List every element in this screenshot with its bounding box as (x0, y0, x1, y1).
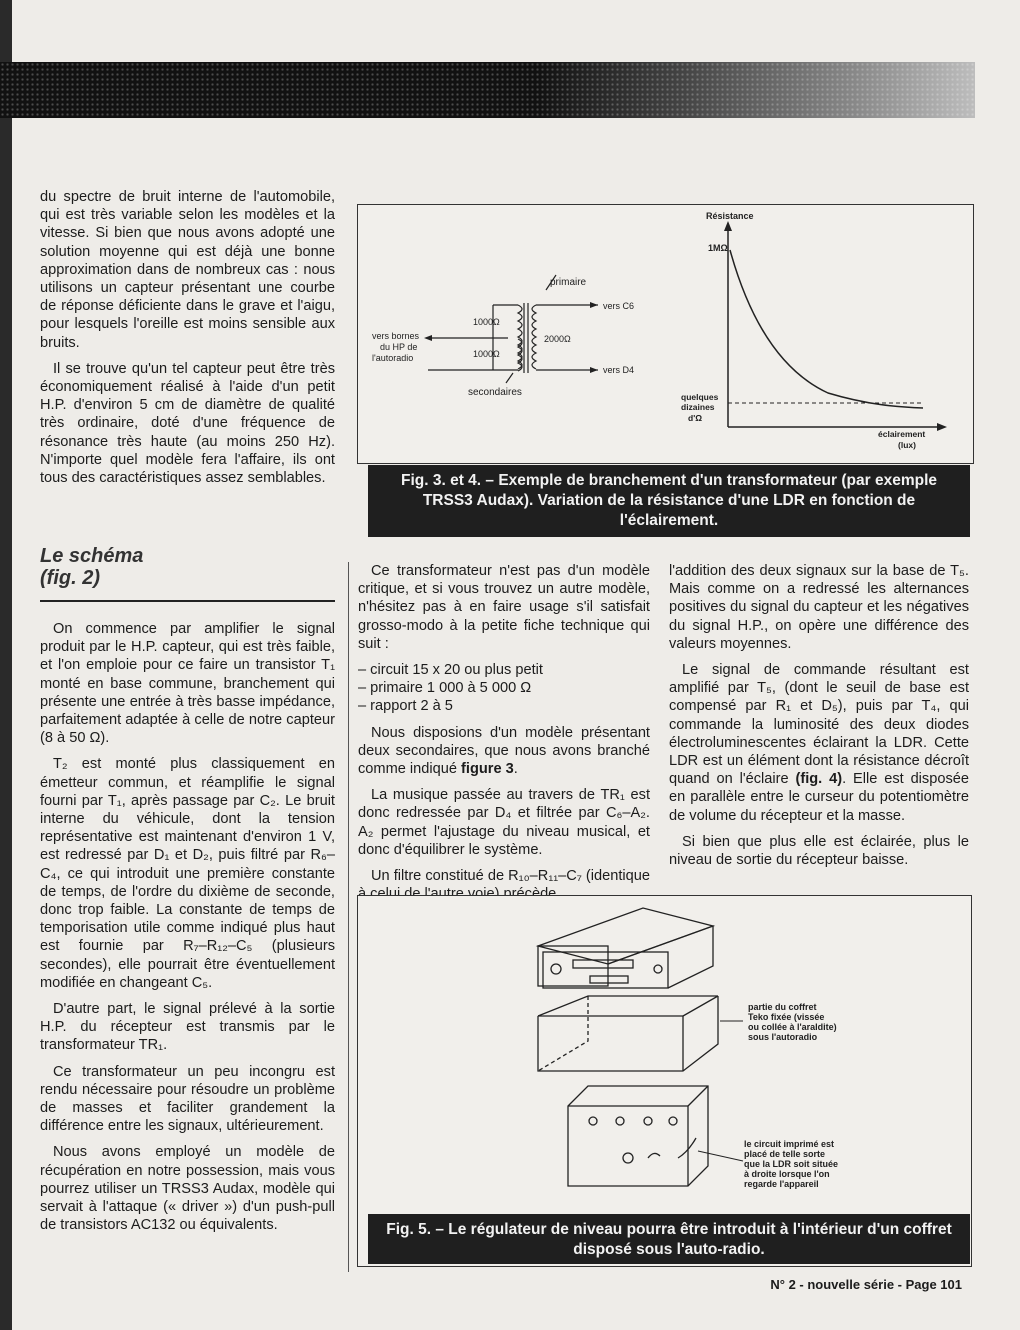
column-2 (358, 562, 650, 911)
list-item: – primaire 1 000 à 5 000 Ω (358, 680, 532, 697)
label-coffret-1: partie du coffret (748, 1002, 817, 1012)
label-primaire: primaire (550, 277, 587, 288)
figure-3-4 (357, 204, 974, 464)
label-circuit-3: que la LDR soit située (744, 1159, 839, 1169)
list-item: – circuit 15 x 20 ou plus petit (358, 662, 543, 679)
section-heading (40, 545, 335, 589)
paragraph: du spectre de bruit interne de l'automobile, qui est très variable selon les modèles et la vitesse. Si bien que nous avons adopté une solution moyenne qui est déjà une bonne approximation dans de nombreux cas : nous utilisons un capteur présentant une courbe de réponse déficiente dans le grave et l'aigu, pour lesquels l'oreille est moins sensible aux bruits. (40, 189, 335, 351)
paragraph: l'addition des deux signaux sur la base de T₅. Mais comme on a redressé les alternances positives du signal du capteur et les négatives du signal H.P., on opère une différence des valeurs moyennes. (669, 563, 969, 652)
label-dizaines: dizaines (681, 402, 715, 412)
label-bornes-1: vers bornes (372, 331, 420, 341)
text: Le signal de commande résultant est amplifié par T₅, (dont le seuil de base est compensé par R₁ et D₅), puis par T₄, qui commande la luminosité des deux diodes électroluminescentes éclairant la LDR. Cette LDR est un élément dont la résistance décroît quand on l'éclaire (669, 662, 969, 788)
label-vers-c6: vers C6 (603, 301, 635, 311)
label-bornes-2: du HP de (380, 342, 418, 352)
axis-arrow-icon (937, 423, 947, 431)
text: . Elle est disposée en parallèle entre le curseur du potentiomètre de volume du récepteur et la masse. (669, 771, 969, 824)
label-circuit-4: à droite lorsque l'on (744, 1169, 830, 1179)
paragraph (669, 661, 969, 825)
figure-5-caption: Fig. 5. – Le régulateur de niveau pourra être introduit à l'intérieur d'un coffret disposé sous l'auto-radio. (368, 1214, 970, 1264)
paragraph: T₂ est monté plus classiquement en émetteur commun, et réamplifie le signal fourni par T₁, après passage par C₂. Le bruit interne du véhicule, dont la tension représentative est maintenant d'environ 1 V, est redressé par D₁ et D₂, puis filtré par R₆–C₄, ce qui introduit une première constante de temps, de l'ordre du dixième de seconde, donc trop faible. La constante de temps de temporisation utile comme indiqué plus haut est fournie par R₇–R₁₂–C₅ (plusieurs secondes), elle pourrait être éventuellement modifiée en changeant C₅. (40, 756, 335, 991)
paragraph: Ce transformateur n'est pas d'un modèle critique, et si vous trouvez un autre modèle, n'hésitez pas à en faire usage s'il satisfait grosso-modo à la petite fiche technique qui suit : (358, 563, 650, 652)
arrow-icon (590, 367, 598, 373)
ldr-graph (728, 225, 943, 427)
label-secondaires: secondaires (468, 387, 522, 398)
column-3 (669, 562, 969, 877)
label-vers-d4: vers D4 (603, 365, 635, 375)
text: . (513, 761, 518, 778)
arrow-icon (424, 335, 432, 341)
label-dohm: d'Ω (688, 413, 703, 423)
label-coffret-4: sous l'autoradio (748, 1032, 818, 1042)
label-quelques: quelques (681, 392, 719, 402)
figure-5 (357, 895, 972, 1267)
paragraph: La musique passée au travers de TR₁ est donc redressée par D₄ et filtrée par C₆–A₂. A₂ permet l'ajustage du niveau musical, et donc d'équilibrer le système. (358, 787, 650, 858)
arrow-icon (590, 302, 598, 308)
paragraph: Il se trouve qu'un tel capteur peut être très économiquement réalisé à l'aide d'un petit H.P. d'environ 5 cm de diamètre de qualité très ordinaire, doté d'une fréquence de résonance très haute (au moins 250 Hz). N'importe quel modèle fera l'affaire, ils ont tous des caractéristiques assez semblables. (40, 360, 335, 487)
column-1-bottom (40, 620, 335, 1243)
column-1-top (40, 188, 335, 495)
label-r2: 1000Ω (473, 349, 500, 359)
figure-ref: figure 3 (461, 761, 514, 778)
axis-label-resistance: Résistance (706, 211, 754, 221)
axis-unit-lux: (lux) (898, 440, 916, 450)
paragraph: Un filtre constitué de R₁₀–R₁₁–C₇ (identique (371, 868, 650, 885)
circuit-box-drawing (568, 1086, 708, 1186)
label-r3: 2000Ω (544, 334, 571, 344)
paragraph: Ce transformateur un peu incongru est rendu nécessaire pour résoudre un problème de masses et faciliter grandement la différence entre les signaux, ultérieurement. (40, 1063, 335, 1135)
paragraph: D'autre part, le signal prélevé à la sortie H.P. du récepteur est transmis par le transformateur TR₁. (40, 1001, 335, 1054)
header-band (0, 62, 975, 118)
page-left-edge (0, 0, 12, 1330)
figure-3-4-caption: Fig. 3. et 4. – Exemple de branchement d'un transformateur (par exemple TRSS3 Audax). Variation de la résistance d'une LDR en fonction de l'éclairement. (368, 465, 970, 537)
paragraph: Nous avons employé un modèle de récupération en notre possession, mais vous pourrez utiliser un TRSS3 Audax, modèle qui servait à l'attaque (« driver ») d'un push-pull de transistors AC132 ou équivalents. (40, 1144, 335, 1234)
heading-rule (40, 600, 335, 602)
autoradio-drawing (538, 908, 713, 988)
label-circuit-2: placé de telle sorte (744, 1149, 826, 1159)
page-footer: N° 2 - nouvelle série - Page 101 (770, 1277, 962, 1292)
label-circuit-5: regarde l'appareil (744, 1179, 819, 1189)
list-item: – rapport 2 à 5 (358, 698, 453, 715)
paragraph: On commence par amplifier le signal produit par le H.P. capteur, qui est très faible, et l'on emploie pour ce faire un transistor T₁ monté en base commune, branchement qui présente une entrée à très basse impédance, parfaitement adaptée à celle de notre capteur (8 à 50 Ω). (40, 621, 335, 747)
spec-list (358, 661, 650, 716)
axis-arrow-icon (724, 221, 732, 231)
label-r1: 1000Ω (473, 317, 500, 327)
figure-5-drawing (358, 896, 971, 1266)
text: Nous disposions d'un modèle présentant deux secondaires, que nous avons branché comme indiqué (358, 724, 650, 778)
figure-3-4-drawing (358, 205, 973, 463)
heading-title: Le schéma (40, 545, 144, 567)
label-bornes-3: l'autoradio (372, 353, 414, 363)
paragraph (358, 724, 650, 779)
axis-label-eclairement: éclairement (878, 429, 926, 439)
heading-subtitle: (fig. 2) (40, 567, 100, 589)
coffret-drawing (538, 996, 718, 1071)
paragraph: Si bien que plus elle est éclairée, plus le niveau de sortie du récepteur baisse. (669, 833, 969, 869)
transformer-diagram (428, 275, 598, 383)
label-circuit-1: le circuit imprimé est (744, 1139, 835, 1149)
column-divider (348, 562, 349, 1272)
value-1mohm: 1MΩ (708, 243, 728, 253)
label-coffret-3: ou collée à l'araldite) (748, 1022, 837, 1032)
label-coffret-2: Teko fixée (vissée (748, 1012, 825, 1022)
figure-ref: (fig. 4) (795, 771, 843, 788)
